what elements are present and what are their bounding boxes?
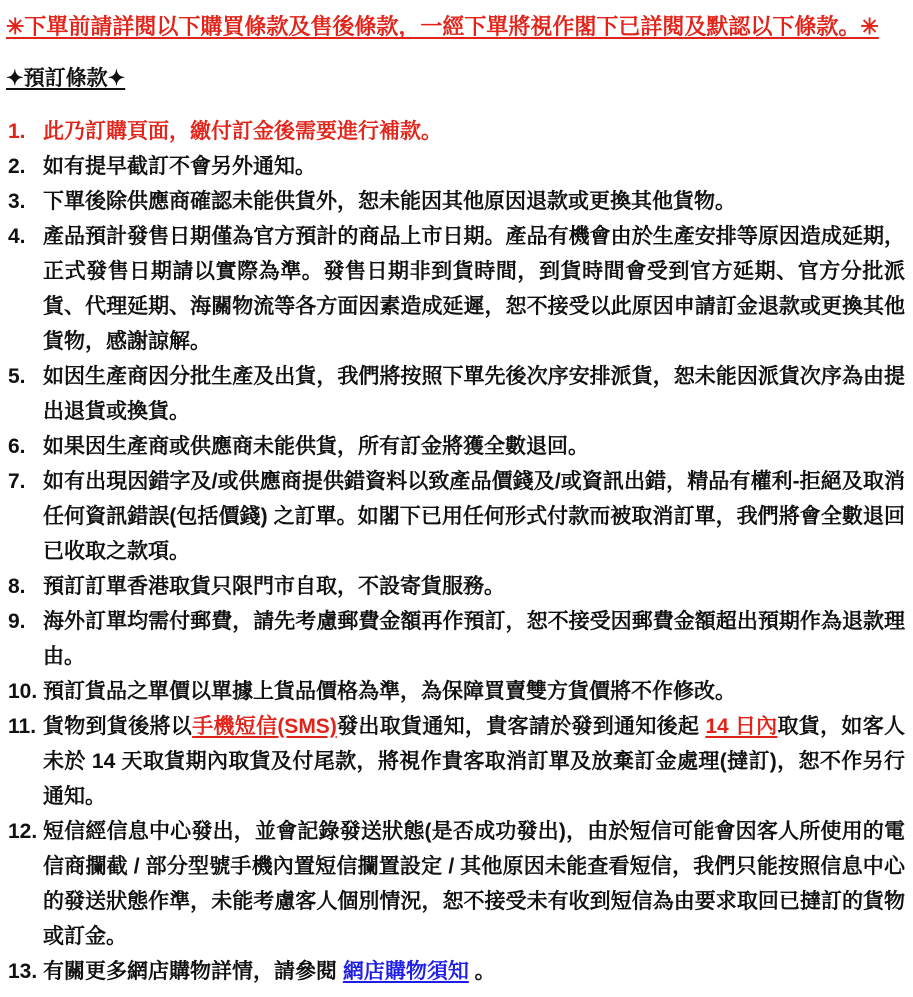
term-text: 。 [468, 960, 496, 983]
term-number: 7. [8, 470, 26, 493]
store-shopping-guide-link[interactable]: 網店購物須知 [342, 960, 469, 983]
term-number: 6. [8, 435, 26, 458]
term-item-3 [6, 184, 905, 219]
term-number: 11. [8, 715, 37, 738]
term-number: 5. [8, 365, 26, 388]
term-text: 取貨，如客人未於 14 天取貨期內取貨及付尾款，將視作貴客取消訂單及放棄訂金處理(撻訂)，恕不作另行通知。 [43, 715, 905, 808]
term-number: 13. [8, 960, 38, 983]
term-item-10 [6, 674, 905, 709]
term-text: 發出取貨通知，貴客請於發到通知後起 [336, 715, 706, 738]
term-number: 2. [8, 155, 26, 178]
terms-list [6, 114, 905, 989]
term-text: 如因生產商因分批生產及出貨，我們將按照下單先後次序安排派貨，恕未能因派貨次序為由提出退貨或換貨。 [43, 365, 905, 423]
term-text: 海外訂單均需付郵費，請先考慮郵費金額再作預訂，恕不接受因郵費金額超出預期作為退款理由。 [43, 610, 905, 668]
term-text: 預訂貨品之單價以單據上貨品價格為準，為保障買賣雙方貨價將不作修改。 [43, 680, 736, 703]
term-text: 產品預計發售日期僅為官方預計的商品上市日期。產品有機會由於生產安排等原因造成延期，正式發售日期請以實際為準。發售日期非到貨時間，到貨時間會受到官方延期、官方分批派貨、代理延期、海關物流等各方面因素造成延遲，恕不接受以此原因申請訂金退款或更換其他貨物，感謝諒解。 [43, 225, 905, 353]
term-text: 短信經信息中心發出，並會記錄發送狀態(是否成功發出)，由於短信可能會因客人所使用的電信商攔截 / 部分型號手機內置短信攔置設定 / 其他原因未能查看短信，我們只能按照信息中心的發送狀態作準，未能考慮客人個別情況，恕不接受未有收到短信為由要求取回已撻訂的貨物或訂金。 [43, 820, 905, 948]
term-text: 有關更多網店購物詳情，請參閱 [43, 960, 343, 983]
term-item-9 [6, 604, 905, 674]
term-text: 貨物到貨後將以 [43, 715, 193, 738]
section-title-preorder-terms: ✦預訂條款✦ [6, 67, 126, 90]
term-item-4 [6, 219, 905, 359]
term-number: 4. [8, 225, 26, 248]
term-item-6 [6, 429, 905, 464]
term-text: 下單後除供應商確認未能供貨外，恕未能因其他原因退款或更換其他貨物。 [43, 190, 736, 213]
term-text: 如有出現因錯字及/或供應商提供錯資料以致產品價錢及/或資訊出錯，精品有權利-拒絕及取消任何資訊錯誤(包括價錢) 之訂單。如閣下已用任何形式付款而被取消訂單，我們將會全數退回已收取之款項。 [43, 470, 905, 563]
term-item-12 [6, 814, 905, 954]
sms-notice-highlight: 手機短信(SMS) [192, 715, 337, 738]
term-item-7 [6, 464, 905, 569]
pickup-deadline-highlight: 14 日內 [705, 715, 778, 738]
term-text: 預訂訂單香港取貨只限門市自取，不設寄貨服務。 [43, 575, 505, 598]
term-text: 如果因生產商或供應商未能供貨，所有訂金將獲全數退回。 [43, 435, 589, 458]
term-item-11 [6, 709, 905, 814]
term-number: 1. [8, 120, 26, 143]
term-item-5 [6, 359, 905, 429]
term-text: 此乃訂購頁面，繳付訂金後需要進行補款。 [43, 120, 442, 143]
term-item-13 [6, 954, 905, 989]
purchase-warning-notice: ✳下單前請詳閱以下購買條款及售後條款，一經下單將視作閣下已詳閱及默認以下條款。✳ [6, 14, 879, 39]
term-item-1 [6, 114, 905, 149]
term-number: 10. [8, 680, 38, 703]
term-number: 3. [8, 190, 26, 213]
term-text: 如有提早截訂不會另外通知。 [43, 155, 316, 178]
term-item-2 [6, 149, 905, 184]
term-item-8 [6, 569, 905, 604]
term-number: 9. [8, 610, 26, 633]
term-number: 8. [8, 575, 26, 598]
term-number: 12. [8, 820, 38, 843]
